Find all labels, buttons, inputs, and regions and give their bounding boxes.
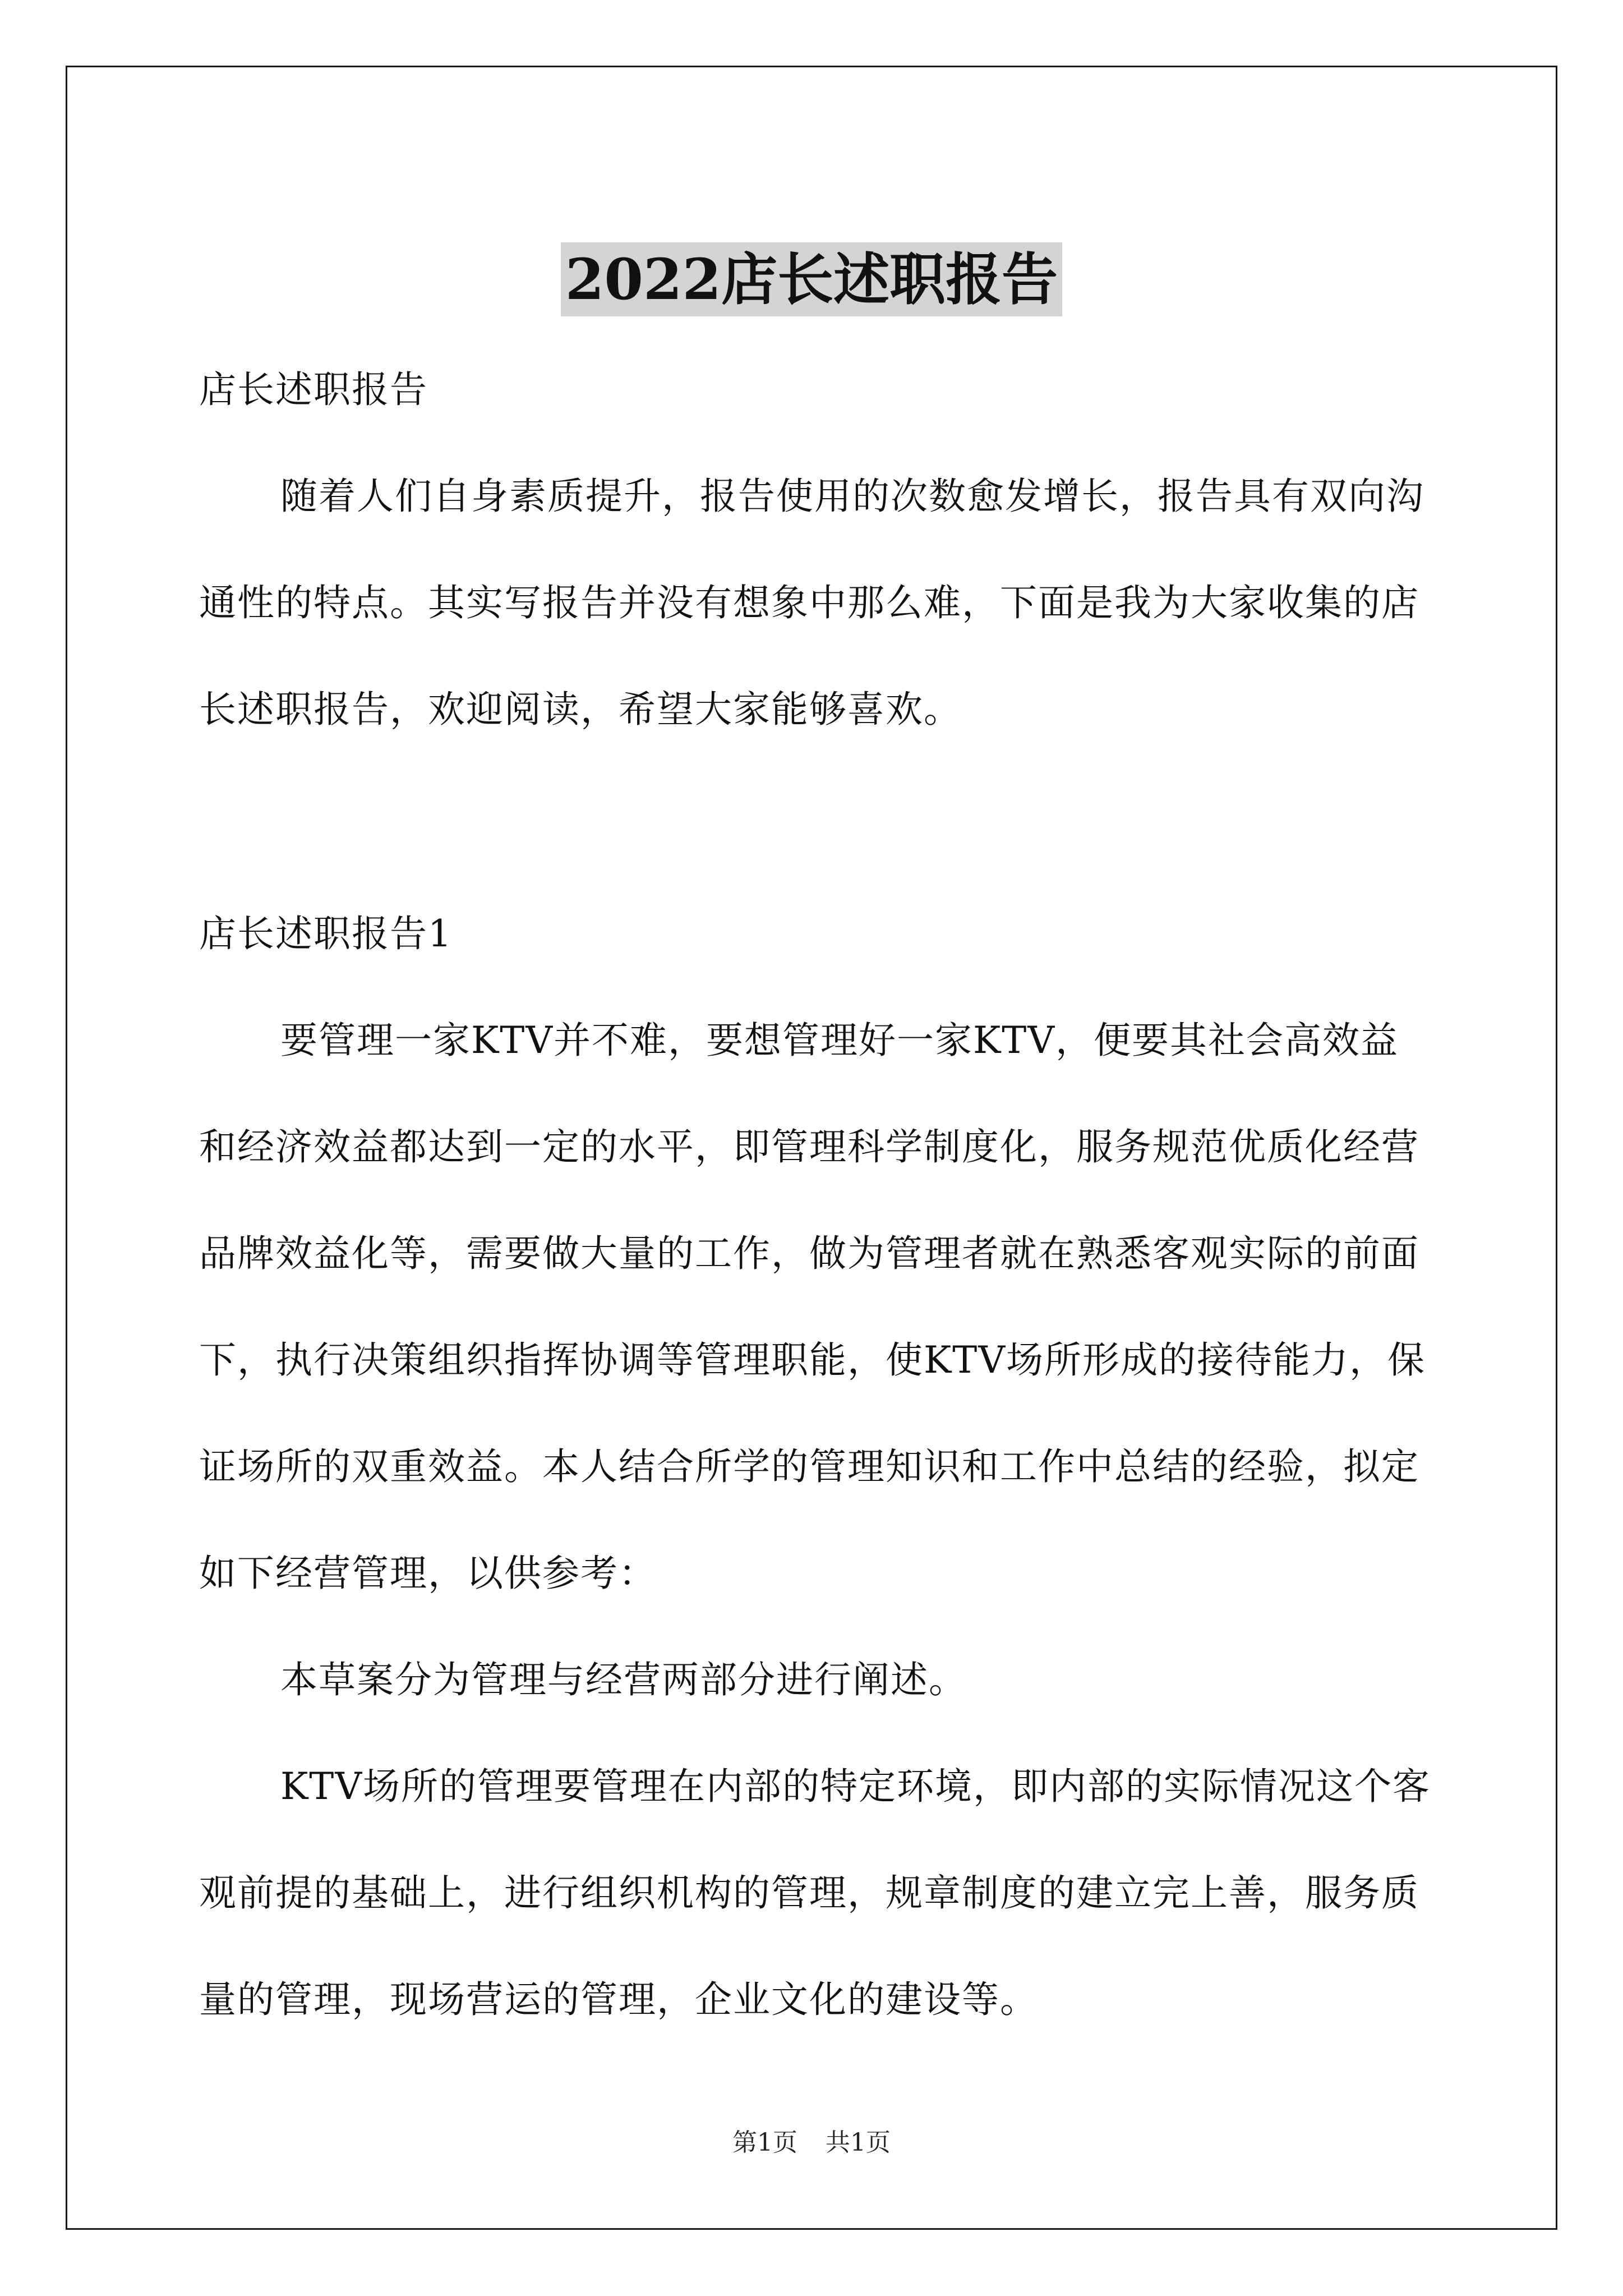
page-footer: [0, 2126, 1623, 2160]
body-paragraph: 本草案分为管理与经营两部分进行阐述。: [280, 1658, 967, 1701]
body-paragraph: KTV场所的管理要管理在内部的特定环境，即内部的实际情况这个客观前提的基础上，进行组织机构的管理，规章制度的建立完上善，服务质量的管理，现场营运的管理，企业文化的建设等。: [199, 1765, 1431, 2021]
page-number-current: 第1页: [732, 2128, 797, 2157]
section-heading-1: 店长述职报告1: [199, 912, 453, 955]
title-container: [0, 205, 1623, 354]
section-heading: 店长述职报告: [199, 368, 428, 411]
intro-paragraph: 随着人们自身素质提升，报告使用的次数愈发增长，报告具有双向沟通性的特点。其实写报告并没有想象中那么难，下面是我为大家收集的店长述职报告，欢迎阅读，希望大家能够喜欢。: [199, 475, 1424, 731]
document-title: 2022店长述职报告: [561, 242, 1062, 316]
body-paragraph: 要管理一家KTV并不难，要想管理好一家KTV，便要其社会高效益和经济效益都达到一定的水平，即管理科学制度化，服务规范优质化经营品牌效益化等，需要做大量的工作，做为管理者就在熟悉客观实际的前面下，执行决策组织指挥协调等管理职能，使KTV场所形成的接待能力，保证场所的双重效益。本人结合所学的管理知识和工作中总结的经验，拟定如下经营管理，以供参考：: [199, 1019, 1426, 1595]
page-number-total: 共1页: [826, 2128, 891, 2157]
